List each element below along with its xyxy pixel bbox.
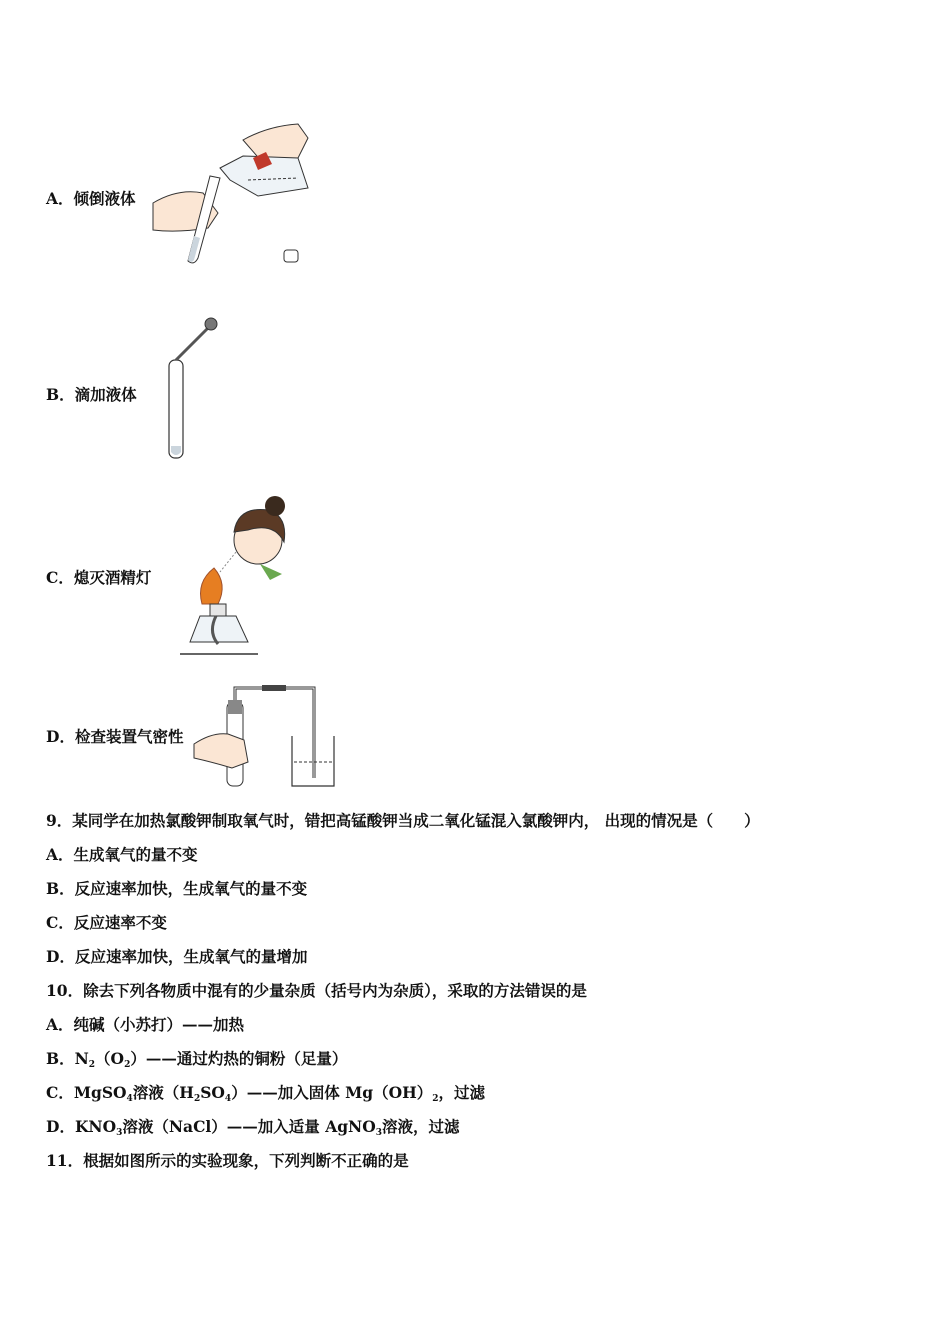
q10-option-a: A．纯碱（小苏打）——加热: [46, 1015, 245, 1034]
option-8b-label: B．滴加液体: [46, 385, 137, 404]
q10-option-d: D．$KNO_3$溶液（NaCl）——加入适量 AgNO$_3$溶液，过滤: [46, 1117, 460, 1138]
q9-option-a: A．生成氧气的量不变: [46, 845, 198, 864]
option-8a-label: A．倾倒液体: [46, 189, 136, 208]
drop-liquid-figure: [160, 316, 220, 464]
blow-lamp-figure: [178, 492, 293, 660]
q10-stem: 10．除去下列各物质中混有的少量杂质（括号内为杂质），采取的方法错误的是: [46, 981, 587, 1000]
pour-liquid-figure: [148, 118, 313, 270]
q10-option-b: B．$N_2(O_2)——$通过灼热的铜粉（足量）: [46, 1049, 348, 1070]
q9-option-c: C．反应速率不变: [46, 913, 167, 932]
airtightness-figure: [192, 682, 342, 790]
q10-option-c: C．MgSO$_4$溶液$(H_2SO_4)——$加入固体 $Mg(OH)_2$，过滤: [46, 1083, 486, 1104]
q9-option-b: B．反应速率加快，生成氧气的量不变: [46, 879, 308, 898]
q9-stem: 9．某同学在加热氯酸钾制取氧气时，错把高锰酸钾当成二氧化锰混入氯酸钾内， 出现的情况是（ ）: [46, 811, 760, 830]
q9-option-d: D．反应速率加快，生成氧气的量增加: [46, 947, 308, 966]
option-8c-label: C．熄灭酒精灯: [46, 568, 152, 587]
q11-stem: 11．根据如图所示的实验现象，下列判断不正确的是: [46, 1151, 409, 1170]
option-8d-label: D．检查装置气密性: [46, 727, 184, 746]
